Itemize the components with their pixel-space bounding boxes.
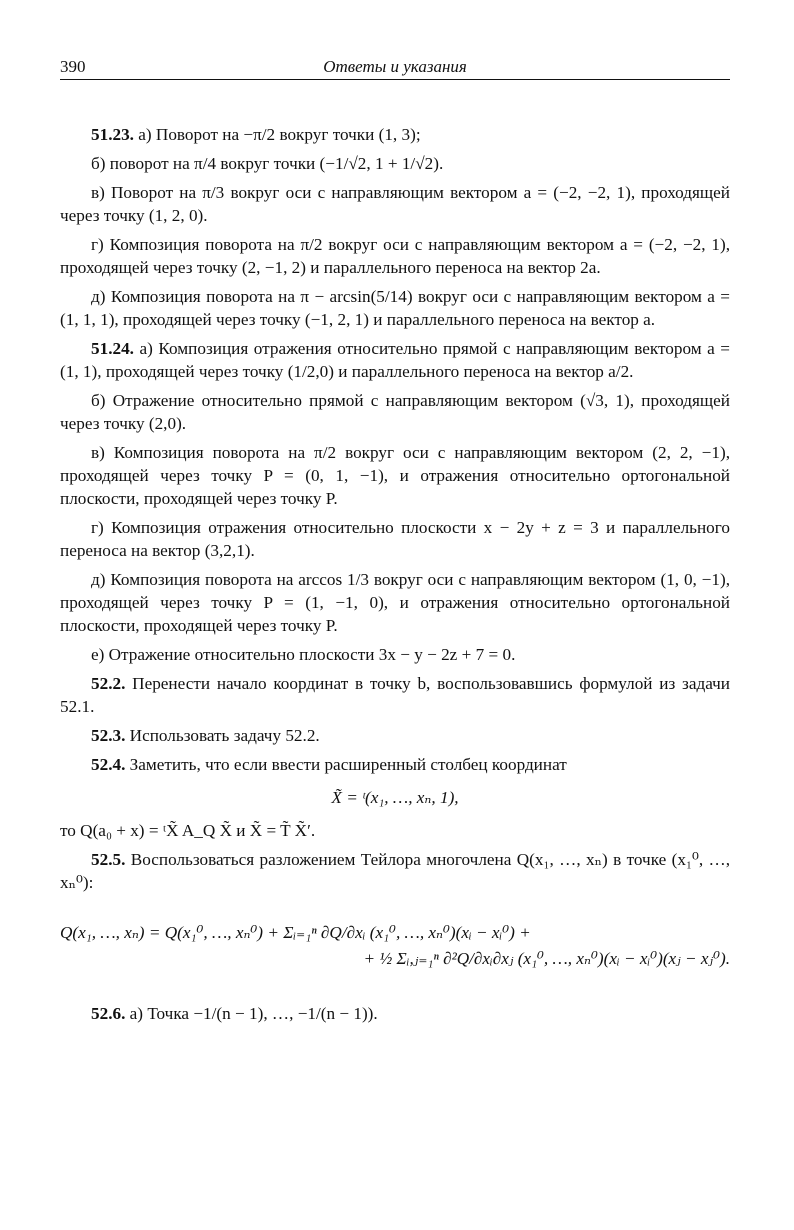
paragraph-text: Воспользоваться разложением Тейлора многочлена Q(x₁, …, xₙ) в точке (x₁⁰, …, xₙ⁰): [60, 850, 730, 892]
paragraph [60, 848, 730, 894]
paragraph-text: Заметить, что если ввести расширенный столбец координат [129, 755, 567, 774]
paragraph-text: Использовать задачу 52.2. [129, 726, 320, 745]
paragraph-text: б) поворот на π/4 вокруг точки (−1/√2, 1 + 1/√2). [91, 154, 444, 173]
formula-line: Q(x₁, …, xₙ) = Q(x₁⁰, …, xₙ⁰) + Σᵢ₌₁ⁿ ∂Q/∂xᵢ (x₁⁰, …, xₙ⁰)(xᵢ − xᵢ⁰) + [60, 923, 531, 942]
page-body [60, 123, 730, 1031]
paragraph [60, 285, 730, 331]
paragraph [60, 233, 730, 279]
paragraph [60, 152, 730, 175]
paragraph [60, 724, 730, 747]
paragraph [60, 516, 730, 562]
paragraph [60, 672, 730, 718]
paragraph-text: г) Композиция отражения относительно плоскости x − 2y + z = 3 и параллельного переноса на вектор (3,2,1). [60, 518, 730, 560]
paragraph [60, 643, 730, 666]
problem-number: 51.24. [91, 339, 134, 358]
paragraph: то Q(a₀ + x) = ᵗX̃ A_Q X̃ и X̃ = T̃ X̃′. [60, 821, 316, 840]
paragraph-text: б) Отражение относительно прямой с направляющим вектором (√3, 1), проходящей через точку (2,0). [60, 391, 730, 433]
paragraph-text: Перенести начало координат в точку b, воспользовавшись формулой из задачи 52.1. [60, 674, 731, 716]
paragraph-text: а) Поворот на −π/2 вокруг точки (1, 3); [138, 125, 421, 144]
paragraph [60, 337, 730, 383]
paragraph [60, 1002, 730, 1025]
paragraph [60, 568, 730, 637]
problem-number: 52.2. [91, 674, 126, 693]
running-header [60, 55, 730, 80]
running-title: Ответы и указания [323, 57, 467, 76]
problem-number: 51.23. [91, 125, 134, 144]
paragraph [60, 181, 730, 227]
paragraph [60, 389, 730, 435]
problem-number: 52.4. [91, 755, 126, 774]
taylor-formula [60, 920, 730, 972]
paragraph [60, 753, 730, 776]
formula-line: + ½ Σᵢ,ⱼ₌₁ⁿ ∂²Q/∂xᵢ∂xⱼ (x₁⁰, …, xₙ⁰)(xᵢ − xᵢ⁰)(xⱼ − xⱼ⁰). [363, 949, 730, 968]
paragraph-text: в) Композиция поворота на π/2 вокруг оси с направляющим вектором (2, 2, −1), проходящей через точку P = (0, 1, −1), и отражения относительно ортогональной плоскости, проходящей через точку P. [60, 443, 730, 508]
paragraph-text: в) Поворот на π/3 вокруг оси с направляющим вектором a = (−2, −2, 1), проходящей через точку (1, 2, 0). [60, 183, 730, 225]
paragraph-text: д) Композиция поворота на arccos 1/3 вокруг оси с направляющим вектором (1, 0, −1), проходящей через точку P = (1, −1, 0), и отражения относительно ортогональной плоскости, проходящей через точку P. [60, 570, 730, 635]
paragraph-text: а) Композиция отражения относительно прямой с направляющим вектором a = (1, 1), проходящей через точку (1/2,0) и параллельного переноса на вектор a/2. [60, 339, 730, 381]
paragraph [60, 441, 730, 510]
display-formula: X̃ = ᵗ(x₁, …, xₙ, 1), [331, 788, 459, 807]
problem-number: 52.5. [91, 850, 126, 869]
paragraph-text: г) Композиция поворота на π/2 вокруг оси с направляющим вектором a = (−2, −2, 1), проходящей через точку (2, −1, 2) и параллельного переноса на вектор 2a. [60, 235, 730, 277]
answers-list [60, 123, 730, 776]
paragraph-text: д) Композиция поворота на π − arcsin(5/14) вокруг оси с направляющим вектором a = (1, 1, 1), проходящей через точку (−1, 2, 1) и параллельного переноса на вектор a. [60, 287, 730, 329]
paragraph-text: е) Отражение относительно плоскости 3x − y − 2z + 7 = 0. [91, 645, 516, 664]
page-number: 390 [60, 57, 86, 76]
problem-number: 52.6. [91, 1004, 126, 1023]
paragraph [60, 123, 730, 146]
paragraph-text: а) Точка −1/(n − 1), …, −1/(n − 1)). [129, 1004, 378, 1023]
problem-number: 52.3. [91, 726, 126, 745]
